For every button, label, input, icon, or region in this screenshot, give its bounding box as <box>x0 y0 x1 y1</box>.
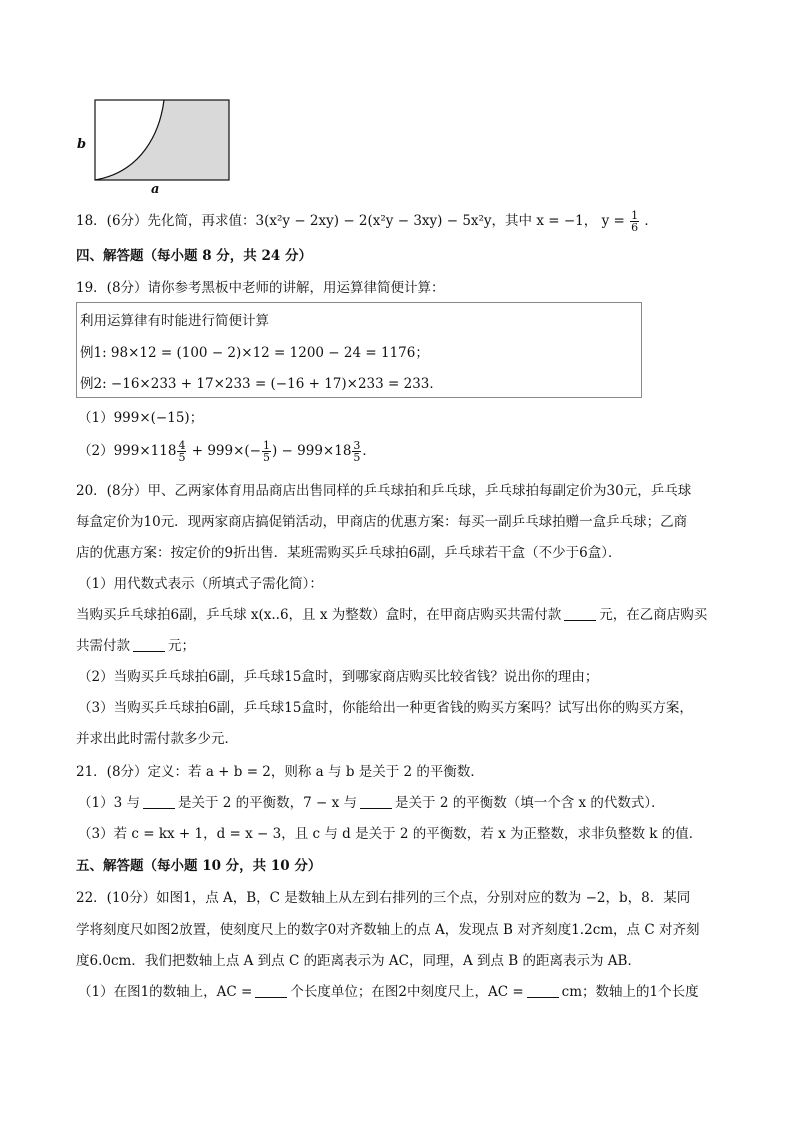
question-21-part-3: （3）若 c = kx + 1，d = x − 3，且 c 与 d 是关于 2 的平衡数，若 x 为正整数，求非负整数 k 的值． <box>78 826 703 842</box>
question-20-line-3: 店的优惠方案：按定价的9折出售．某班需购买乒乓球拍6副，乒乓球若干盒（不少于6盒）． <box>76 545 622 561</box>
box-title: 利用运算律有时能进行简便计算 <box>80 313 269 329</box>
answer-blank[interactable] <box>564 606 596 621</box>
question-19-part-1: （1）999×(−15)； <box>78 410 204 426</box>
question-20-part-1-line-2: 共需付款 元； <box>76 638 195 654</box>
question-20-line-1: 20．(8分）甲、乙两家体育用品商店出售同样的乒乓球拍和乒乓球，乒乓球拍每副定价为30元，乒乓球 <box>76 483 692 499</box>
label-b: b <box>77 137 87 152</box>
answer-blank[interactable] <box>255 983 287 998</box>
question-18: 18．(6分）先化简，再求值：3(x²y − 2xy) − 2(x²y − 3xy) − 5x²y，其中 x = −1， y = $\frac{1}{6}$ ． <box>76 209 658 234</box>
question-21-part-1: （1）3 与 是关于 2 的平衡数，7 − x 与 是关于 2 的平衡数（填一个含 x 的代数式）． <box>78 795 665 811</box>
box-example-2: 例2: −16×233 + 17×233 = (−16 + 17)×233 = 233． <box>80 376 443 392</box>
question-20-part-3-line-1: （3）当购买乒乓球拍6副，乒乓球15盒时，你能给出一种更省钱的购买方案吗？试写出你的购买方案， <box>78 700 693 716</box>
question-20-part-1-line-1: 当购买乒乓球拍6副，乒乓球 x(x..6，且 x 为整数）盒时，在甲商店购买共需付款 元，在乙商店购买 <box>76 607 708 623</box>
question-19-stem: 19．(8分）请你参考黑板中老师的讲解，用运算律简便计算： <box>76 280 445 296</box>
question-22-line-1: 22．(10分）如图1，点 A，B，C 是数轴上从左到右排列的三个点，分别对应的数为 −2，b，8．某同 <box>76 890 691 906</box>
answer-blank[interactable] <box>360 794 392 809</box>
question-21-stem: 21．(8分）定义：若 a + b = 2，则称 a 与 b 是关于 2 的平衡数． <box>76 764 484 780</box>
answer-blank[interactable] <box>143 794 175 809</box>
box-example-1: 例1: 98×12 = (100 − 2)×12 = 1200 − 24 = 1176； <box>80 345 429 361</box>
question-20-line-2: 每盒定价为10元．现两家商店搞促销活动，甲商店的优惠方案：每买一副乒乓球拍赠一盒乒乓球；乙商 <box>76 514 688 530</box>
question-20-part-3-line-2: 并求出此时需付款多少元． <box>76 731 238 747</box>
section-5-title: 五、解答题（每小题 10 分，共 10 分） <box>76 858 322 874</box>
question-19-part-2: （2）999×118 $\frac{4}{5}$ + 999×(− $\frac{1}{5}$ ) − 999×18 $\frac{3}{5}$ ． <box>78 439 376 464</box>
question-20-part-2: （2）当购买乒乓球拍6副，乒乓球15盒时，到哪家商店购买比较省钱？说出你的理由； <box>78 669 599 685</box>
section-4-title: 四、解答题（每小题 8 分，共 24 分） <box>76 248 312 264</box>
label-a: a <box>151 182 160 197</box>
answer-blank[interactable] <box>527 983 559 998</box>
question-22-line-3: 度6.0cm．我们把数轴上点 A 到点 C 的距离表示为 AC，同理，A 到点 B 的距离表示为 AB． <box>76 953 641 969</box>
question-22-line-2: 学将刻度尺如图2放置，使刻度尺上的数字0对齐数轴上的点 A，发现点 B 对齐刻度1.2cm，点 C 对齐刻 <box>76 922 700 938</box>
question-22-part-1: （1）在图1的数轴上，AC = 个长度单位；在图2中刻度尺上，AC = cm；数轴上的1个长度 <box>78 984 699 1000</box>
answer-blank[interactable] <box>133 637 165 652</box>
fraction: $\frac{1}{6}$ <box>631 209 639 234</box>
question-20-part-1: （1）用代数式表示（所填式子需化简）： <box>78 576 323 592</box>
